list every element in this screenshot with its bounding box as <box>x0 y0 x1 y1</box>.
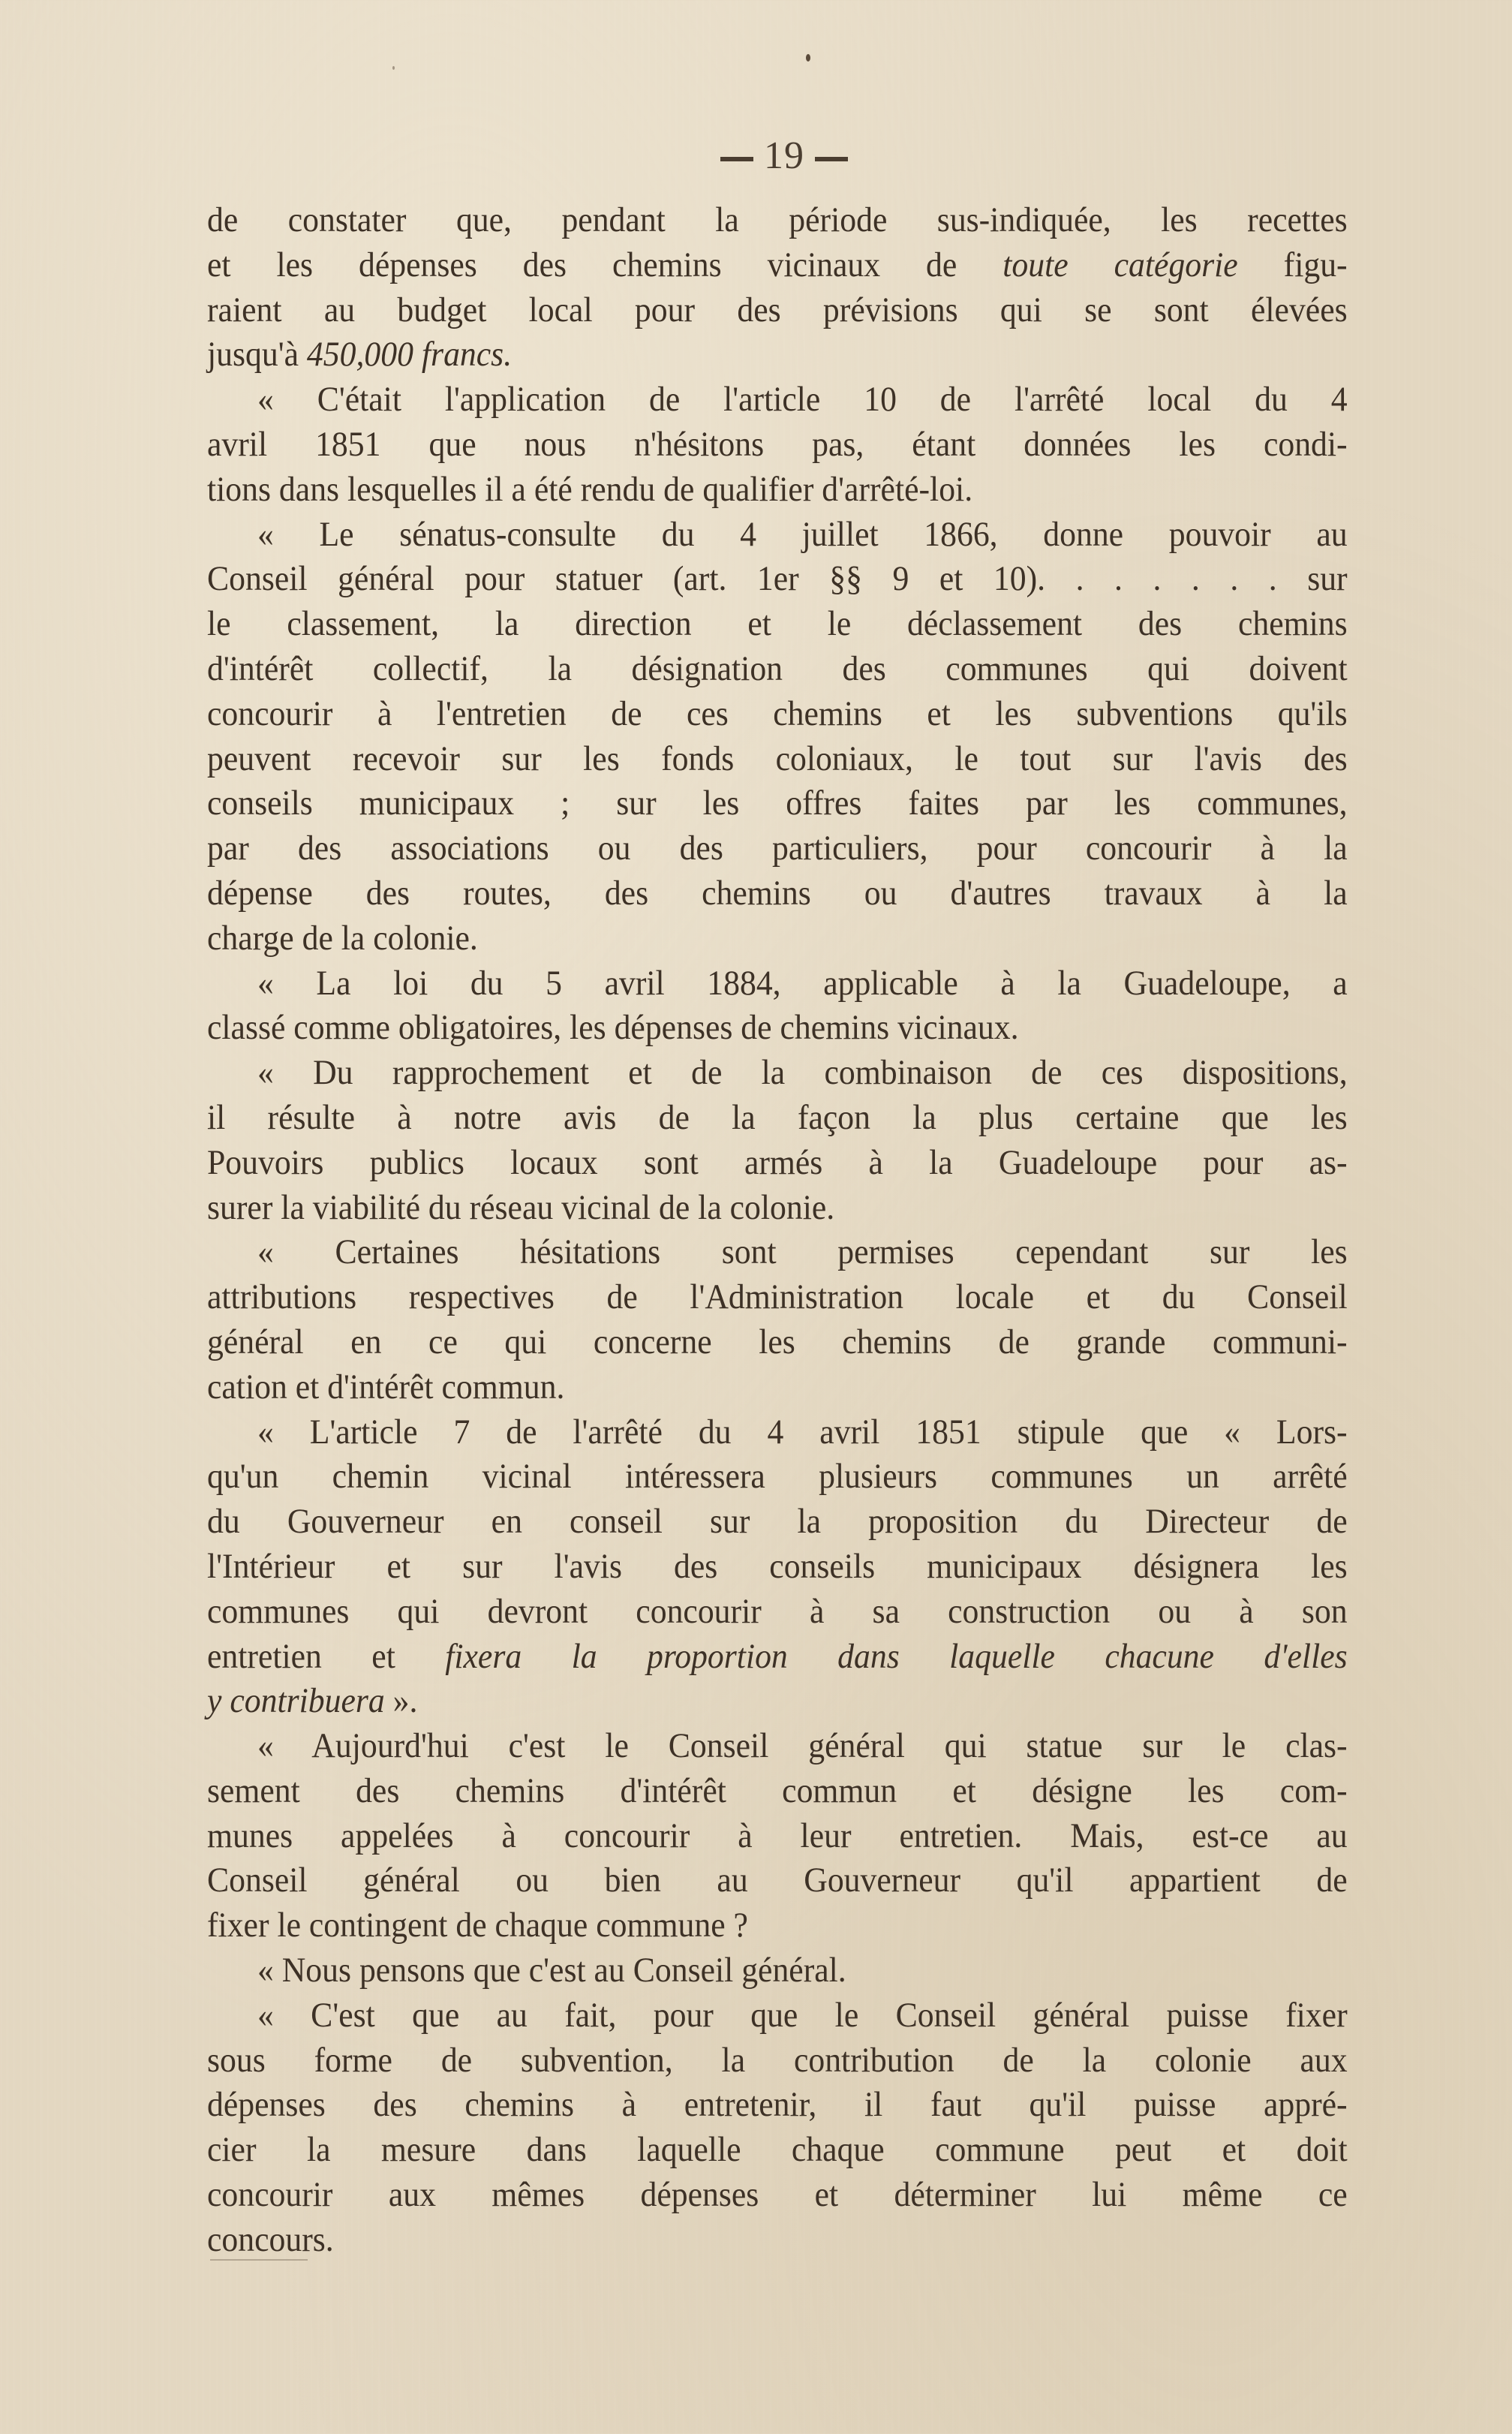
text-line: dépenses des chemins à entretenir, il faut qu'il puisse appré- <box>207 2085 1348 2125</box>
text-line: raient au budget local pour des prévisions qui se sont élevées <box>207 290 1348 329</box>
text-line: communes qui devront concourir à sa construction ou à son <box>207 1591 1348 1631</box>
end-rule <box>210 2259 308 2261</box>
text-line: surer la viabilité du réseau vicinal de la colonie. <box>207 1187 835 1227</box>
text-line: général en ce qui concerne les chemins de grande communi- <box>207 1322 1348 1361</box>
text-line: cation et d'intérêt commun. <box>207 1367 565 1407</box>
page-number-dash-left <box>720 157 753 161</box>
text-line: attributions respectives de l'Administration locale et du Conseil <box>207 1277 1348 1317</box>
text-line: par des associations ou des particuliers, pour concourir à la <box>207 829 1348 868</box>
body-text <box>207 198 1348 2263</box>
text-line: et les dépenses des chemins vicinaux de toute catégorie figu- <box>207 245 1348 284</box>
text-line: conseils municipaux ; sur les offres faites par les communes, <box>207 784 1348 823</box>
ink-speck <box>392 66 395 70</box>
text-line: « C'était l'application de l'article 10 de l'arrêté local du 4 <box>257 380 1348 420</box>
text-line: sous forme de subvention, la contribution de la colonie aux <box>207 2040 1348 2080</box>
text-line: y contribuera ». <box>207 1681 418 1721</box>
text-line: sement des chemins d'intérêt commun et désigne les com- <box>207 1771 1348 1810</box>
text-line: « Nous pensons que c'est au Conseil général. <box>257 1951 846 1990</box>
italic-text: 450,000 francs. <box>306 335 513 375</box>
text-line: concours. <box>207 2219 334 2259</box>
text-line: il résulte à notre avis de la façon la plus certaine que les <box>207 1097 1348 1137</box>
text-line: « L'article 7 de l'arrêté du 4 avril 1851 stipule que « Lors- <box>257 1412 1348 1452</box>
text-line: entretien et fixera la proportion dans laquelle chacune d'elles <box>207 1636 1348 1676</box>
text-line: classé comme obligatoires, les dépenses de chemins vicinaux. <box>207 1008 1019 1048</box>
page-number <box>0 134 1512 179</box>
text-line: d'intérêt collectif, la désignation des communes qui doivent <box>207 648 1348 688</box>
text-line: « Aujourd'hui c'est le Conseil général qui statue sur le clas- <box>257 1726 1348 1766</box>
text-line: Conseil général ou bien au Gouverneur qu'il appartient de <box>207 1861 1348 1900</box>
text-line: l'Intérieur et sur l'avis des conseils municipaux désignera les <box>207 1546 1348 1586</box>
text-line: du Gouverneur en conseil sur la proposition du Directeur de <box>207 1502 1348 1542</box>
text-line: « Du rapprochement et de la combinaison de ces dispositions, <box>257 1053 1348 1093</box>
text-line: « Le sénatus-consulte du 4 juillet 1866, donne pouvoir au <box>257 514 1348 554</box>
text-line: jusqu'à 450,000 francs. <box>207 335 513 375</box>
page-number-dash-right <box>815 157 848 161</box>
italic-text: toute catégorie <box>1002 245 1238 284</box>
text-line: peuvent recevoir sur les fonds coloniaux, le tout sur l'avis des <box>207 739 1348 778</box>
italic-text: fixera la proportion dans laquelle chacune d'elles <box>445 1636 1348 1676</box>
text-line: charge de la colonie. <box>207 918 478 958</box>
page-number-value: 19 <box>764 134 804 177</box>
text-line: « La loi du 5 avril 1884, applicable à la Guadeloupe, a <box>257 963 1348 1003</box>
text-line: munes appelées à concourir à leur entretien. Mais, est-ce au <box>207 1816 1348 1855</box>
italic-text: y contribuera <box>207 1681 385 1721</box>
text-line: concourir aux mêmes dépenses et déterminer lui même ce <box>207 2175 1348 2215</box>
text-line: qu'un chemin vicinal intéressera plusieurs communes un arrêté <box>207 1457 1348 1497</box>
text-line: avril 1851 que nous n'hésitons pas, étant données les condi- <box>207 424 1348 464</box>
text-line: Pouvoirs publics locaux sont armés à la Guadeloupe pour as- <box>207 1142 1348 1182</box>
text-line: dépense des routes, des chemins ou d'autres travaux à la <box>207 873 1348 913</box>
text-line: tions dans lesquelles il a été rendu de qualifier d'arrêté-loi. <box>207 469 973 509</box>
text-line: fixer le contingent de chaque commune ? <box>207 1906 748 1945</box>
text-line: le classement, la direction et le déclassement des chemins <box>207 604 1348 644</box>
ink-speck <box>806 54 810 62</box>
text-line: concourir à l'entretien de ces chemins et les subventions qu'ils <box>207 693 1348 733</box>
text-line: cier la mesure dans laquelle chaque commune peut et doit <box>207 2130 1348 2170</box>
text-line: « C'est que au fait, pour que le Conseil général puisse fixer <box>257 1995 1348 2035</box>
text-line: de constater que, pendant la période sus-indiquée, les recettes <box>207 200 1348 239</box>
text-line: Conseil général pour statuer (art. 1er §§ 9 et 10). . . . . . . sur <box>207 559 1348 599</box>
text-line: « Certaines hésitations sont permises cependant sur les <box>257 1232 1348 1272</box>
